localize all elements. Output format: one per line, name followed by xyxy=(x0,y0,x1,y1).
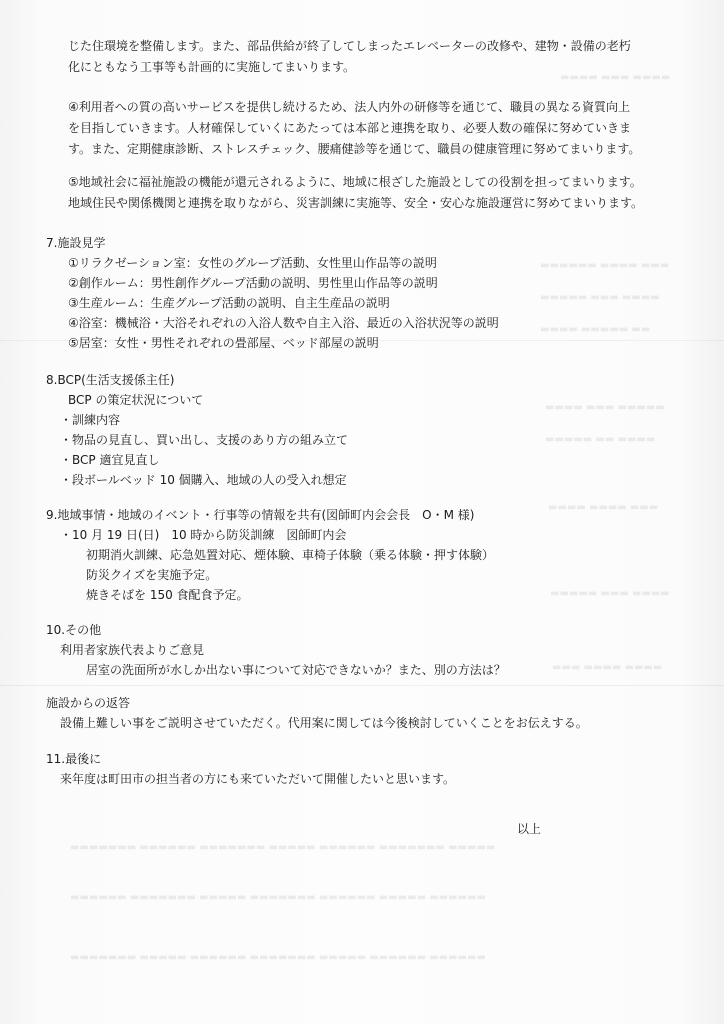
intro-line: 化にともなう工事等も計画的に実施してまいります。 xyxy=(68,60,356,74)
intro-line: 地域住民や関係機関と連携を取りながら、災害訓練に実施等、安全・安心な施設運営に努めてまいります。 xyxy=(68,196,644,210)
opinion-label: 利用者家族代表よりご意見 xyxy=(60,643,205,657)
tour-item: ①リラクゼーション室：女性のグループ活動、女性里山作品等の説明 xyxy=(68,256,437,270)
section-heading-11: 11.最後に xyxy=(46,752,102,766)
tour-item: ⑤居室：女性・男性それぞれの畳部屋、ベッド部屋の説明 xyxy=(68,336,379,350)
bcp-subheading: BCP の策定状況について xyxy=(68,393,204,407)
reply-heading: 施設からの返答 xyxy=(46,696,131,710)
intro-line: ④利用者への質の高いサービスを提供し続けるため、法人内外の研修等を通じて、職員の異なる資質向上 xyxy=(68,100,631,114)
tour-item: ②創作ルーム：男性創作グループ活動の説明、男性里山作品等の説明 xyxy=(68,276,438,290)
section-heading-10: 10.その他 xyxy=(46,623,102,637)
event-detail: 焼きそばを 150 食配食予定。 xyxy=(86,588,249,602)
intro-line: す。また、定期健康診断、ストレスチェック、腰痛健診等を通じて、職員の健康管理に努めてまいります。 xyxy=(68,142,641,156)
intro-line: を目指していきます。人材確保していくにあたっては本部と連携を取り、必要人数の確保に努めていきま xyxy=(68,121,632,135)
paper-fold xyxy=(0,685,724,686)
tour-item: ④浴室：機械浴・大浴それぞれの入浴人数や自主入浴、最近の入浴状況等の説明 xyxy=(68,316,499,330)
bcp-item: ・BCP 適宜見直し xyxy=(60,453,160,467)
closing-mark: 以上 xyxy=(517,822,542,836)
event-detail: 防災クイズを実施予定。 xyxy=(86,568,218,582)
bcp-item: ・訓練内容 xyxy=(60,413,121,427)
section-heading-9: 9.地域事情・地域のイベント・行事等の情報を共有(図師町内会会長 O・M 様) xyxy=(46,508,475,522)
event-detail: 初期消火訓練、応急処置対応、煙体験、車椅子体験（乗る体験・押す体験） xyxy=(86,548,495,562)
event-line: ・10 月 19 日(日) 10 時から防災訓練 図師町内会 xyxy=(60,528,347,542)
intro-line: じた住環境を整備します。また、部品供給が終了してしまったエレベーターの改修や、建物・設備の老朽 xyxy=(68,39,631,53)
section-heading-7: 7.施設見学 xyxy=(46,236,106,250)
intro-line: ⑤地域社会に福祉施設の機能が還元されるように、地域に根ざした施設としての役割を担ってまいります。 xyxy=(68,175,642,189)
bcp-item: ・物品の見直し、買い出し、支援のあり方の組み立て xyxy=(60,433,349,447)
reply-text: 設備上難しい事をご説明させていただく。代用案に関しては今後検討していくことをお伝えする。 xyxy=(60,716,588,730)
bcp-item: ・段ボールベッド 10 個購入、地域の人の受入れ想定 xyxy=(60,473,347,487)
tour-item: ③生産ルーム：生産グループ活動の説明、自主生産品の説明 xyxy=(68,296,390,310)
section-heading-8: 8.BCP(生活支援係主任) xyxy=(46,373,175,387)
opinion-text: 居室の洗面所が水しか出ない事について対応できないか？また、別の方法は？ xyxy=(86,663,506,677)
closing-remark: 来年度は町田市の担当者の方にも来ていただいて開催したいと思います。 xyxy=(60,772,456,786)
